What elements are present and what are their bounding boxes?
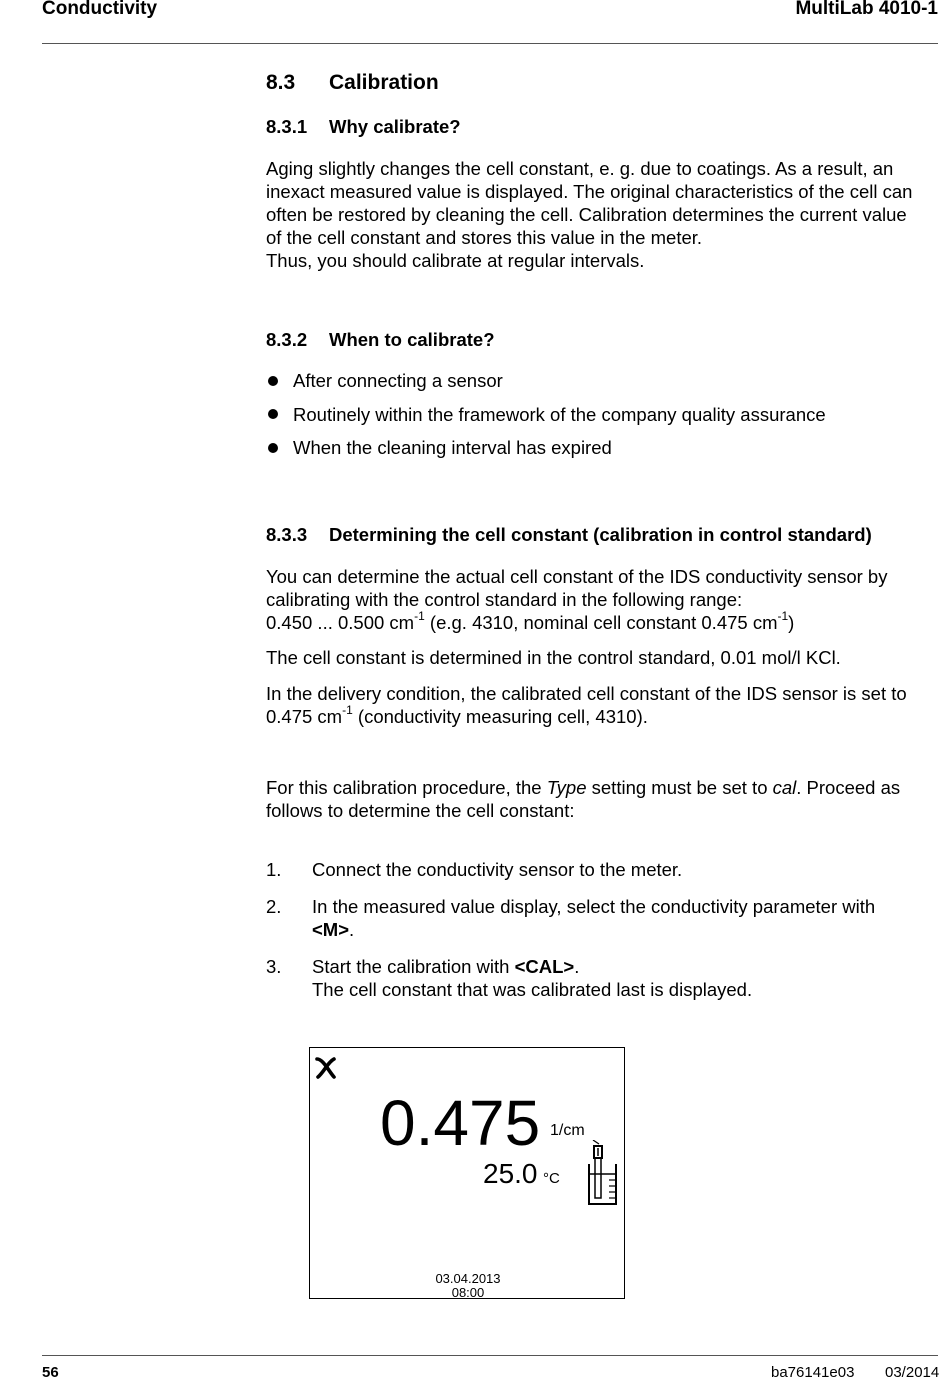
subsection-833-title: Determining the cell constant (calibration in control standard) (329, 524, 872, 545)
text-span: (conductivity measuring cell, 4310). (352, 706, 648, 727)
exponent: -1 (414, 608, 425, 623)
setting-value: cal (772, 777, 797, 798)
text-span: . Proceed as (796, 777, 901, 798)
text-line: inexact measured value is displayed. The original characteristics of the cell can (266, 181, 913, 202)
subsection-832-title: When to calibrate? (329, 329, 495, 350)
bullet-icon (268, 409, 278, 419)
text-line: often be restored by cleaning the cell. Calibration determines the current value (266, 204, 907, 225)
text-span: The cell constant that was calibrated last is displayed. (312, 979, 753, 1000)
display-time: 08:00 (451, 1285, 485, 1300)
key-cal: <CAL> (514, 956, 575, 977)
section-heading (266, 71, 439, 95)
text-line: calibrating with the control standard in the following range: (266, 589, 743, 610)
conductivity-symbol-icon (314, 1056, 338, 1080)
bullet-icon (268, 376, 278, 386)
text-line (266, 702, 938, 728)
value-unit: 1/cm (550, 1122, 585, 1139)
list-item (266, 369, 938, 392)
list-item-text: After connecting a sensor (293, 370, 503, 391)
cell-constant-paragraph-4 (266, 776, 938, 822)
text-span: Start the calibration with (312, 956, 515, 977)
text-span: In the measured value display, select the conductivity parameter with (312, 896, 876, 917)
why-calibrate-text (266, 157, 938, 272)
document-id: ba76141e03 (771, 1364, 855, 1381)
when-calibrate-list (266, 369, 938, 459)
text-span: setting must be set to (586, 777, 773, 798)
header-chapter: Conductivity (42, 0, 158, 19)
step-number: 2. (266, 896, 282, 917)
exponent: -1 (342, 702, 353, 717)
text-line (266, 776, 938, 799)
measured-value: 0.475 (380, 1087, 541, 1159)
setting-name: Type (546, 777, 587, 798)
step-number: 3. (266, 956, 282, 977)
page-number: 56 (42, 1364, 59, 1381)
bullet-icon (268, 443, 278, 453)
text-line: follows to determine the cell constant: (266, 800, 575, 821)
temperature-value: 25.0 (483, 1158, 538, 1189)
text-line: Thus, you should calibrate at regular intervals. (266, 250, 645, 271)
document-date: 03/2014 (885, 1364, 940, 1381)
cell-constant-paragraph-3 (266, 682, 938, 728)
temperature-unit: °C (543, 1170, 560, 1187)
list-item (266, 403, 938, 426)
display-date: 03.04.2013 (435, 1271, 501, 1286)
subsection-832-number: 8.3.2 (266, 329, 308, 350)
key-m: <M> (312, 919, 350, 940)
text-span: ) (788, 612, 795, 633)
step-text: Connect the conductivity sensor to the meter. (312, 859, 683, 880)
subsection-832-heading (266, 329, 495, 351)
text-span: 0.450 ... 0.500 cm (266, 612, 415, 633)
text-line: of the cell constant and stores this value in the meter. (266, 227, 703, 248)
step-number: 1. (266, 859, 282, 880)
step-text (312, 955, 938, 1001)
cell-constant-paragraph-2 (266, 646, 938, 669)
section-title: Calibration (329, 71, 439, 94)
header-rule (42, 43, 938, 44)
date-time-readout (310, 1272, 626, 1300)
range-line (266, 608, 938, 634)
subsection-831-heading (266, 116, 461, 138)
cell-constant-paragraph-1 (266, 565, 938, 634)
list-item (266, 436, 938, 459)
subsection-831-title: Why calibrate? (329, 116, 461, 137)
subsection-833-number: 8.3.3 (266, 524, 308, 545)
exponent: -1 (777, 608, 789, 623)
sensor-in-beaker-icon (586, 1140, 622, 1206)
text-span: (e.g. 4310, nominal cell constant 0.475 cm (424, 612, 778, 633)
list-item-text: When the cleaning interval has expired (293, 437, 612, 458)
text-span: For this calibration procedure, the (266, 777, 547, 798)
meter-display (309, 1047, 625, 1299)
text-span: 0.475 cm (266, 706, 343, 727)
header-product: MultiLab 4010-1 (795, 0, 938, 19)
text-line: The cell constant is determined in the control standard, 0.01 mol/l KCl. (266, 647, 841, 668)
section-number: 8.3 (266, 71, 296, 94)
subsection-831-number: 8.3.1 (266, 116, 308, 137)
text-line: Aging slightly changes the cell constant, e. g. due to coatings. As a result, an (266, 158, 894, 179)
list-item-text: Routinely within the framework of the company quality assurance (293, 403, 826, 425)
footer-rule (42, 1355, 938, 1356)
text-line: You can determine the actual cell constant of the IDS conductivity sensor by (266, 566, 888, 587)
text-span: . (574, 956, 580, 977)
subsection-833-heading (266, 524, 872, 546)
text-span: . (349, 919, 355, 940)
step-text (312, 895, 938, 941)
text-line: In the delivery condition, the calibrated cell constant of the IDS sensor is set to (266, 683, 907, 704)
